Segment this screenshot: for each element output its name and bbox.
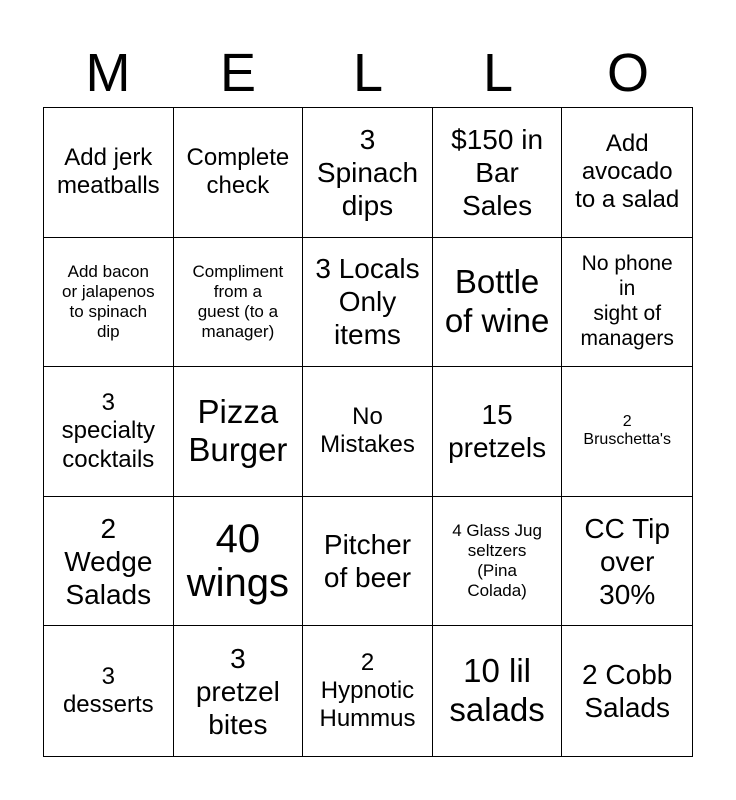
bingo-cell[interactable]	[433, 238, 563, 368]
bingo-cell[interactable]	[303, 238, 433, 368]
header-letter-l: L	[352, 43, 384, 103]
cell-label: Compliment from a guest (to a manager)	[192, 261, 284, 341]
bingo-cell[interactable]	[44, 238, 174, 368]
cell-label: Bottle of wine	[444, 262, 550, 339]
cell-label: 15 pretzels	[448, 399, 547, 464]
bingo-cell[interactable]	[433, 497, 563, 627]
bingo-cell[interactable]	[562, 626, 692, 756]
cell-label: 3 Locals Only items	[315, 253, 420, 351]
header-letter-o: O	[606, 43, 649, 103]
cell-label: 2 Wedge Salads	[64, 512, 153, 610]
cell-label: Complete check	[186, 143, 290, 200]
bingo-cell[interactable]	[174, 238, 304, 368]
cell-label: 3 pretzel bites	[195, 642, 280, 740]
header-letter-l-2: L	[482, 43, 514, 103]
bingo-cell[interactable]	[562, 238, 692, 368]
bingo-cell[interactable]	[433, 367, 563, 497]
bingo-cell[interactable]	[303, 497, 433, 627]
cell-label: $150 in Bar Sales	[451, 123, 544, 221]
cell-label: No phone in sight of managers	[580, 252, 674, 350]
header-letter-e: E	[219, 43, 257, 103]
cell-label: Add bacon or jalapenos to spinach dip	[61, 261, 155, 341]
cell-label: 10 lil salads	[449, 652, 545, 729]
bingo-cell[interactable]	[44, 367, 174, 497]
bingo-cell[interactable]	[303, 626, 433, 756]
bingo-cell[interactable]	[174, 367, 304, 497]
bingo-cell[interactable]	[562, 497, 692, 627]
bingo-cell[interactable]	[433, 626, 563, 756]
cell-label: 2 Cobb Salads	[582, 659, 673, 724]
cell-label: No Mistakes	[320, 403, 415, 459]
cell-label: 3 desserts	[62, 662, 154, 719]
bingo-cell[interactable]	[174, 108, 304, 238]
cell-label: Add jerk meatballs	[56, 143, 160, 200]
bingo-cell[interactable]	[303, 108, 433, 238]
bingo-cell[interactable]	[174, 626, 304, 756]
header-letter-m: M	[85, 43, 131, 103]
cell-label: 3 specialty cocktails	[61, 389, 155, 473]
bingo-cell[interactable]	[562, 108, 692, 238]
cell-label: 4 Glass Jug seltzers (Pina Colada)	[452, 521, 542, 601]
bingo-board	[43, 107, 693, 757]
bingo-cell[interactable]	[44, 626, 174, 756]
bingo-header	[43, 40, 693, 106]
bingo-cell[interactable]	[44, 497, 174, 627]
cell-label: Pizza Burger	[188, 392, 288, 469]
cell-label: Add avocado to a salad	[575, 129, 680, 214]
cell-label: CC Tip over 30%	[584, 512, 670, 610]
cell-label: 3 Spinach dips	[316, 123, 419, 221]
bingo-cell[interactable]	[433, 108, 563, 238]
bingo-cell[interactable]	[174, 497, 304, 627]
cell-label: Pitcher of beer	[323, 529, 412, 594]
cell-label: 40 wings	[186, 517, 290, 606]
bingo-cell[interactable]	[44, 108, 174, 238]
cell-label: 2 Bruschetta's	[583, 412, 671, 449]
bingo-cell[interactable]	[562, 367, 692, 497]
cell-label: 2 Hypnotic Hummus	[319, 648, 416, 733]
bingo-cell[interactable]	[303, 367, 433, 497]
